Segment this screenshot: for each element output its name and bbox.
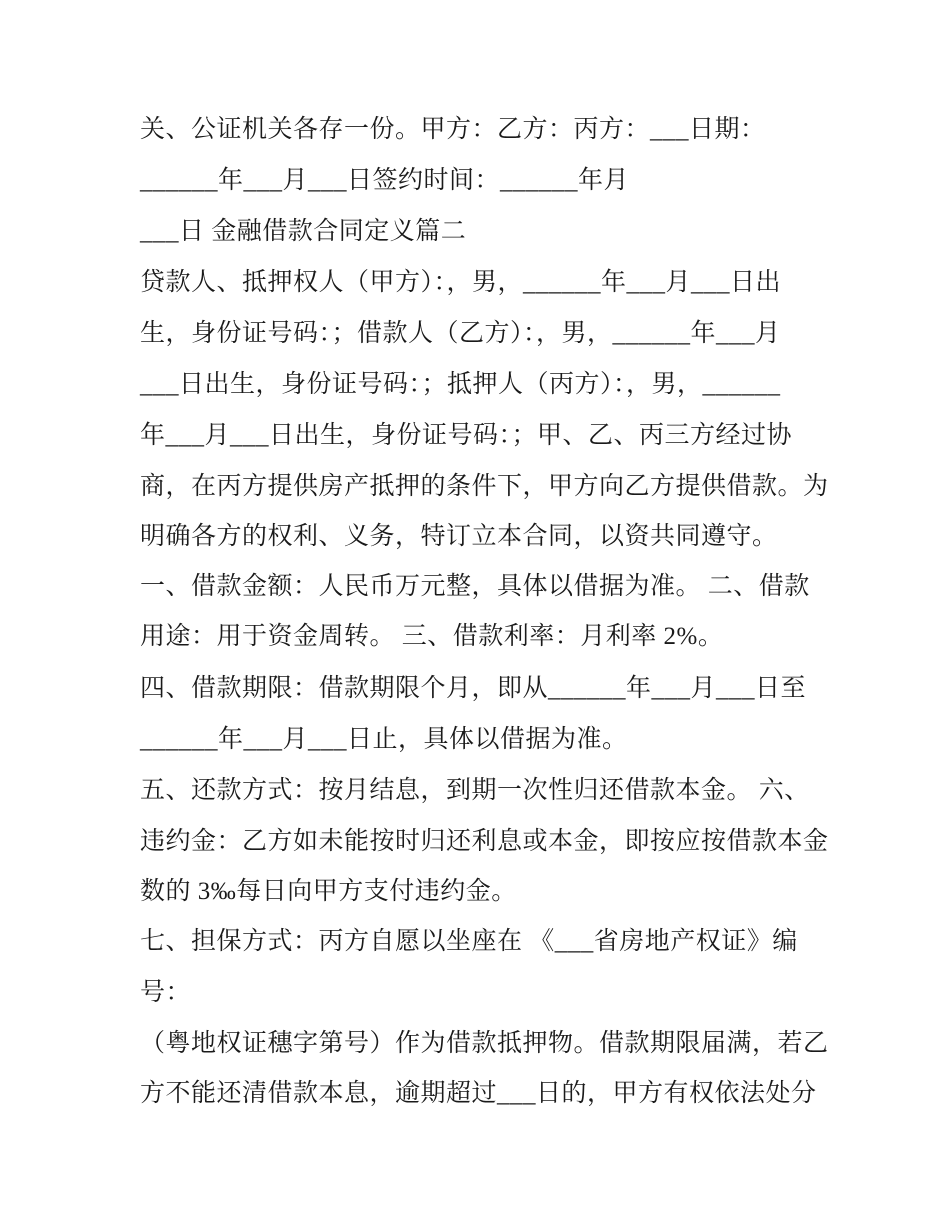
text-line: 关、公证机关各存一份。甲方：乙方：丙方：___日期： xyxy=(140,116,766,143)
text-line: 商，在丙方提供房产抵押的条件下，甲方向乙方提供借款。为 xyxy=(140,473,829,500)
text-line: 贷款人、抵押权人（甲方）：，男，______年___月___日出 xyxy=(140,269,782,296)
text-line: 生，身份证号码：；借款人（乙方）：，男，______年___月 xyxy=(140,320,781,347)
text-line: 号： xyxy=(140,979,192,1006)
text-line: ______年___月___日签约时间：______年月 xyxy=(140,167,630,194)
text-line: 方不能还清借款本息，逾期超过___日的，甲方有权依法处分 xyxy=(140,1080,817,1107)
text-line: 七、担保方式：丙方自愿以坐座在 《___省房地产权证》编 xyxy=(140,928,798,955)
text-line: 明确各方的权利、义务，特订立本合同，以资共同遵守。 xyxy=(140,523,778,550)
text-line: 违约金：乙方如未能按时归还利息或本金，即按应按借款本金 xyxy=(140,828,829,855)
text-line: 用途：用于资金周转。 三、借款利率：月利率 2%。 xyxy=(140,623,724,650)
text-line: （粤地权证穗字第号）作为借款抵押物。借款期限届满，若乙 xyxy=(140,1030,829,1057)
text-line: 四、借款期限：借款期限个月，即从______年___月___日至 xyxy=(140,675,807,702)
text-line: ______年___月___日止，具体以借据为准。 xyxy=(140,726,628,753)
text-line: 年___月___日出生，身份证号码：；甲、乙、丙三方经过协 xyxy=(140,422,793,449)
text-line: 五、还款方式：按月结息，到期一次性归还借款本金。 六、 xyxy=(140,777,810,804)
text-line: 一、借款金额：人民币万元整，具体以借据为准。 二、借款 xyxy=(140,573,810,600)
section-heading: ___日 金融借款合同定义篇二 xyxy=(140,218,467,245)
text-line: ___日出生，身份证号码：；抵押人（丙方）：，男，______ xyxy=(140,371,781,398)
text-line: 数的 3‰每日向甲方支付违约金。 xyxy=(140,878,517,905)
